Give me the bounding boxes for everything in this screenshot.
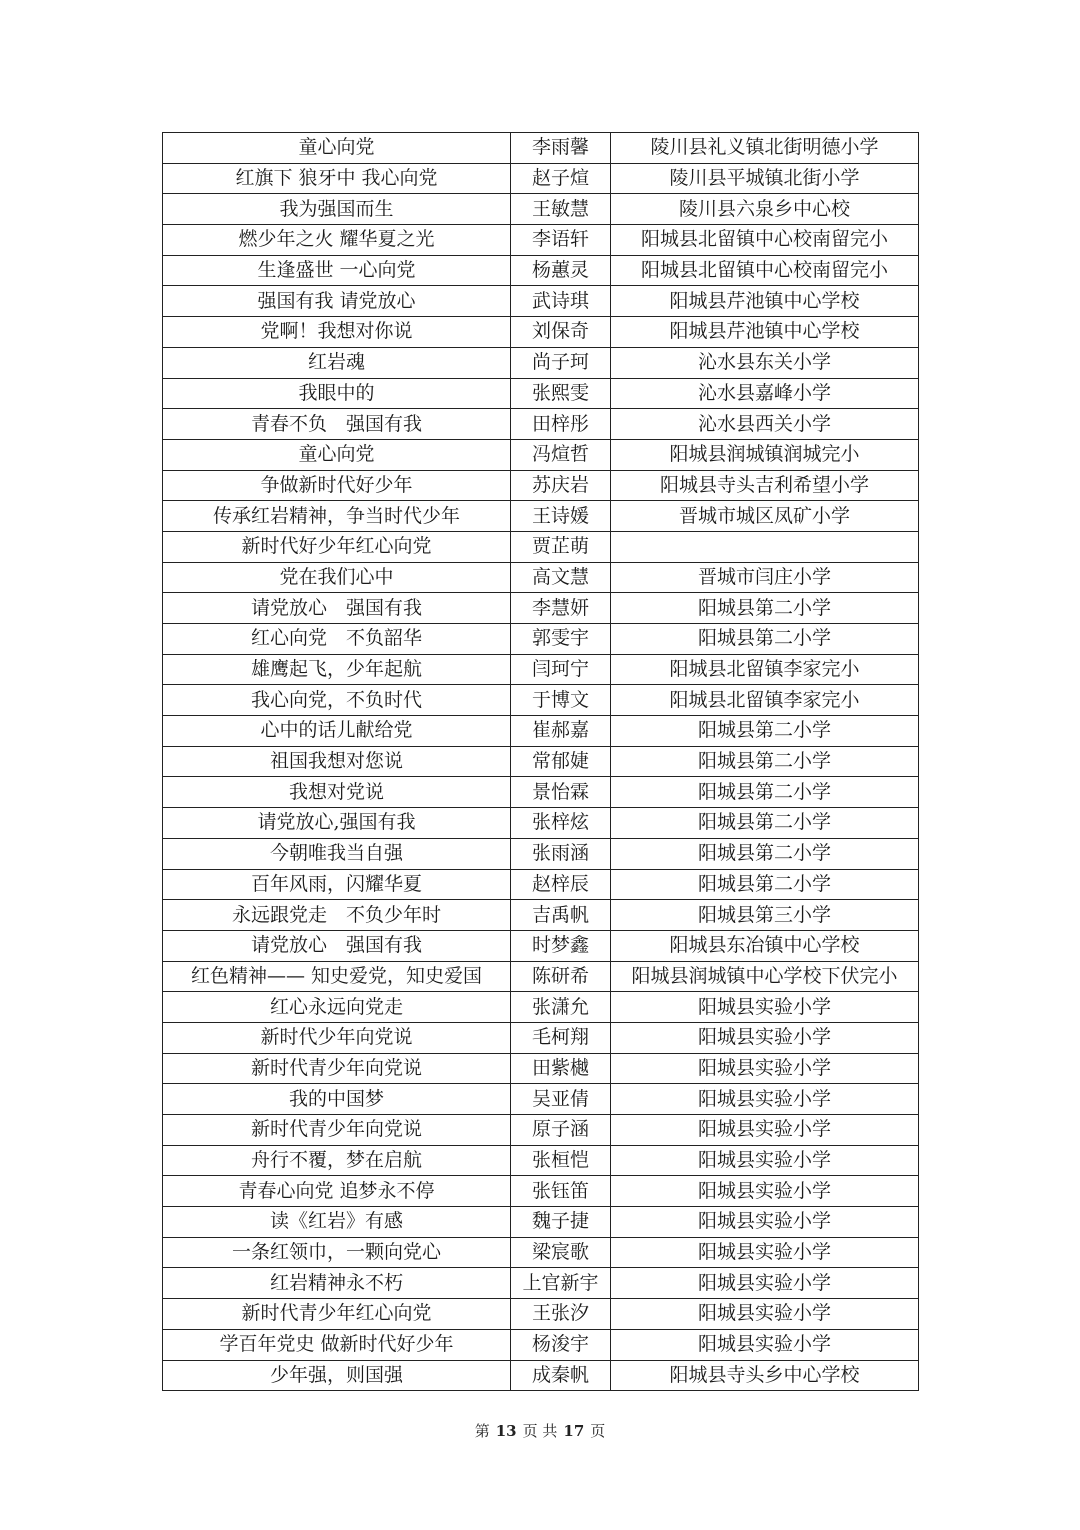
table-row [163,1329,919,1360]
table-row [163,746,919,777]
entry-title-cell: 红心永远向党走 [163,992,511,1023]
entry-title-cell: 青春心向党 追梦永不停 [163,1176,511,1207]
student-name-cell: 王张汐 [511,1299,611,1330]
entry-title-cell: 舟行不覆，梦在启航 [163,1145,511,1176]
school-cell: 阳城县实验小学 [611,1145,919,1176]
entry-title-cell: 学百年党史 做新时代好少年 [163,1329,511,1360]
table-row [163,133,919,164]
footer-middle: 页 共 [522,1422,558,1440]
entry-title-cell: 祖国我想对您说 [163,746,511,777]
student-name-cell: 冯煊哲 [511,439,611,470]
student-name-cell: 李语轩 [511,225,611,256]
table-row [163,1084,919,1115]
entry-title-cell: 新时代好少年红心向党 [163,531,511,562]
entry-title-cell: 新时代青少年向党说 [163,1115,511,1146]
entry-title-cell: 青春不负 强国有我 [163,409,511,440]
school-cell: 阳城县实验小学 [611,1084,919,1115]
table-row [163,255,919,286]
school-cell: 沁水县西关小学 [611,409,919,440]
entry-title-cell: 我为强国而生 [163,194,511,225]
student-name-cell: 李慧妍 [511,593,611,624]
student-name-cell: 赵子煊 [511,163,611,194]
entry-title-cell: 新时代少年向党说 [163,1022,511,1053]
table-row [163,470,919,501]
table-row [163,1299,919,1330]
student-name-cell: 景怡霖 [511,777,611,808]
table-row [163,439,919,470]
table-row [163,654,919,685]
student-name-cell: 时梦鑫 [511,930,611,961]
entry-title-cell: 我眼中的 [163,378,511,409]
table-row [163,317,919,348]
school-cell: 阳城县东冶镇中心学校 [611,930,919,961]
table-row [163,1176,919,1207]
student-name-cell: 上官新宇 [511,1268,611,1299]
table-row [163,900,919,931]
student-name-cell: 崔郝嘉 [511,716,611,747]
school-cell: 阳城县第二小学 [611,838,919,869]
school-cell: 阳城县第二小学 [611,593,919,624]
roster-body [163,133,919,1391]
table-row [163,347,919,378]
student-name-cell: 武诗琪 [511,286,611,317]
school-cell: 阳城县寺头吉利希望小学 [611,470,919,501]
entry-title-cell: 生逢盛世 一心向党 [163,255,511,286]
school-cell: 阳城县第二小学 [611,716,919,747]
table-row [163,1145,919,1176]
school-cell: 阳城县第三小学 [611,900,919,931]
student-name-cell: 常郁婕 [511,746,611,777]
entry-title-cell: 争做新时代好少年 [163,470,511,501]
school-cell: 阳城县芹池镇中心学校 [611,317,919,348]
student-name-cell: 张钰笛 [511,1176,611,1207]
entry-title-cell: 新时代青少年红心向党 [163,1299,511,1330]
entry-title-cell: 请党放心,强国有我 [163,808,511,839]
school-cell: 晋城市城区凤矿小学 [611,501,919,532]
student-name-cell: 赵梓辰 [511,869,611,900]
entry-title-cell: 读《红岩》有感 [163,1207,511,1238]
table-row [163,1268,919,1299]
student-name-cell: 刘保奇 [511,317,611,348]
table-row [163,1207,919,1238]
table-row [163,593,919,624]
school-cell: 阳城县实验小学 [611,1329,919,1360]
school-cell: 阳城县实验小学 [611,1299,919,1330]
school-cell: 阳城县第二小学 [611,746,919,777]
school-cell: 阳城县北留镇李家完小 [611,654,919,685]
student-name-cell: 陈研希 [511,961,611,992]
footer-prefix: 第 [474,1422,490,1440]
entry-title-cell: 党在我们心中 [163,562,511,593]
student-name-cell: 张熙雯 [511,378,611,409]
school-cell: 阳城县实验小学 [611,1115,919,1146]
entry-title-cell: 红岩魂 [163,347,511,378]
student-name-cell: 成秦帆 [511,1360,611,1391]
school-cell: 陵川县平城镇北街小学 [611,163,919,194]
entry-title-cell: 红旗下 狼牙中 我心向党 [163,163,511,194]
entry-title-cell: 燃少年之火 耀华夏之光 [163,225,511,256]
entry-title-cell: 我心向党，不负时代 [163,685,511,716]
student-name-cell: 王诗媛 [511,501,611,532]
table-row [163,930,919,961]
entry-title-cell: 我想对党说 [163,777,511,808]
entry-title-cell: 红色精神—— 知史爱党，知史爱国 [163,961,511,992]
school-cell: 阳城县第二小学 [611,808,919,839]
school-cell: 阳城县第二小学 [611,777,919,808]
table-row [163,1115,919,1146]
student-name-cell: 梁宸歌 [511,1237,611,1268]
entry-title-cell: 今朝唯我当自强 [163,838,511,869]
school-cell: 阳城县北留镇中心校南留完小 [611,225,919,256]
entry-title-cell: 心中的话儿献给党 [163,716,511,747]
school-cell: 阳城县实验小学 [611,992,919,1023]
student-name-cell: 原子涵 [511,1115,611,1146]
entry-title-cell: 童心向党 [163,439,511,470]
table-row [163,225,919,256]
footer-total-pages: 17 [563,1422,585,1440]
student-name-cell: 杨浚宇 [511,1329,611,1360]
table-row [163,869,919,900]
table-row [163,992,919,1023]
entry-title-cell: 红岩精神永不朽 [163,1268,511,1299]
school-cell: 陵川县六泉乡中心校 [611,194,919,225]
student-name-cell: 田梓彤 [511,409,611,440]
table-row [163,961,919,992]
page-footer [0,1420,1080,1441]
table-row [163,1360,919,1391]
entry-title-cell: 党啊！我想对你说 [163,317,511,348]
school-cell: 晋城市闫庄小学 [611,562,919,593]
footer-suffix: 页 [590,1422,606,1440]
student-name-cell: 闫珂宁 [511,654,611,685]
school-cell [611,531,919,562]
entry-title-cell: 强国有我 请党放心 [163,286,511,317]
student-name-cell: 张雨涵 [511,838,611,869]
table-row [163,531,919,562]
table-row [163,286,919,317]
entry-title-cell: 少年强，则国强 [163,1360,511,1391]
school-cell: 阳城县寺头乡中心学校 [611,1360,919,1391]
student-name-cell: 毛柯翔 [511,1022,611,1053]
award-roster-table [162,132,919,1391]
entry-title-cell: 传承红岩精神，争当时代少年 [163,501,511,532]
school-cell: 陵川县礼义镇北街明德小学 [611,133,919,164]
school-cell: 沁水县东关小学 [611,347,919,378]
table-row [163,624,919,655]
entry-title-cell: 请党放心 强国有我 [163,593,511,624]
table-row [163,1053,919,1084]
table-row [163,685,919,716]
student-name-cell: 吉禹帆 [511,900,611,931]
school-cell: 阳城县北留镇李家完小 [611,685,919,716]
entry-title-cell: 新时代青少年向党说 [163,1053,511,1084]
table-row [163,163,919,194]
student-name-cell: 贾芷萌 [511,531,611,562]
school-cell: 阳城县第二小学 [611,624,919,655]
student-name-cell: 吴亚倩 [511,1084,611,1115]
school-cell: 阳城县芹池镇中心学校 [611,286,919,317]
student-name-cell: 张梓炫 [511,808,611,839]
student-name-cell: 苏庆岩 [511,470,611,501]
entry-title-cell: 雄鹰起飞，少年起航 [163,654,511,685]
footer-current-page: 13 [495,1422,517,1440]
table-row [163,194,919,225]
table-row [163,378,919,409]
entry-title-cell: 请党放心 强国有我 [163,930,511,961]
school-cell: 阳城县实验小学 [611,1207,919,1238]
school-cell: 阳城县实验小学 [611,1053,919,1084]
entry-title-cell: 永远跟党走 不负少年时 [163,900,511,931]
student-name-cell: 张桓恺 [511,1145,611,1176]
student-name-cell: 高文慧 [511,562,611,593]
table-row [163,501,919,532]
entry-title-cell: 百年风雨，闪耀华夏 [163,869,511,900]
table-row [163,1022,919,1053]
school-cell: 阳城县润城镇中心学校下伏完小 [611,961,919,992]
student-name-cell: 郭雯宇 [511,624,611,655]
table-row [163,409,919,440]
school-cell: 阳城县北留镇中心校南留完小 [611,255,919,286]
student-name-cell: 张潇允 [511,992,611,1023]
table-row [163,808,919,839]
entry-title-cell: 我的中国梦 [163,1084,511,1115]
school-cell: 沁水县嘉峰小学 [611,378,919,409]
school-cell: 阳城县实验小学 [611,1237,919,1268]
student-name-cell: 魏子捷 [511,1207,611,1238]
school-cell: 阳城县实验小学 [611,1022,919,1053]
school-cell: 阳城县实验小学 [611,1268,919,1299]
table-row [163,562,919,593]
student-name-cell: 于博文 [511,685,611,716]
table-row [163,716,919,747]
table-row [163,838,919,869]
table-row [163,1237,919,1268]
table-row [163,777,919,808]
student-name-cell: 杨蕙灵 [511,255,611,286]
student-name-cell: 尚子珂 [511,347,611,378]
school-cell: 阳城县润城镇润城完小 [611,439,919,470]
school-cell: 阳城县第二小学 [611,869,919,900]
student-name-cell: 田紫樾 [511,1053,611,1084]
school-cell: 阳城县实验小学 [611,1176,919,1207]
entry-title-cell: 童心向党 [163,133,511,164]
entry-title-cell: 一条红领巾，一颗向党心 [163,1237,511,1268]
entry-title-cell: 红心向党 不负韶华 [163,624,511,655]
student-name-cell: 王敏慧 [511,194,611,225]
student-name-cell: 李雨馨 [511,133,611,164]
